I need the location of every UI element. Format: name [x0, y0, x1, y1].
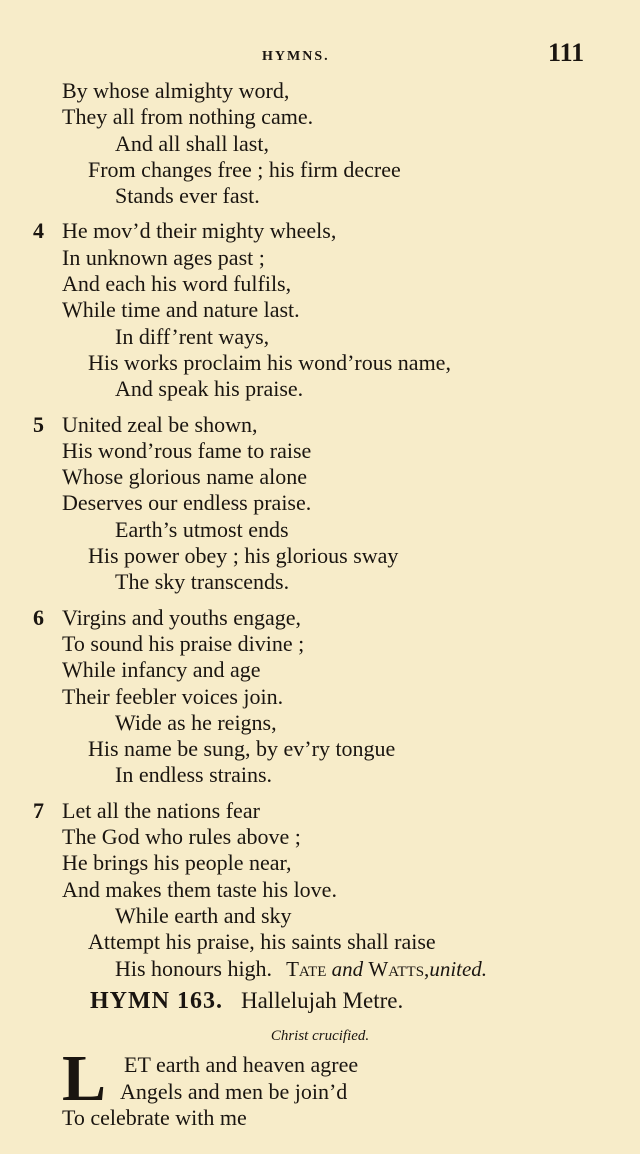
- attribution: [286, 957, 487, 981]
- verse-line: Angels and men be join’d: [120, 1078, 348, 1104]
- verse-text: In diff’rent ways,: [115, 323, 270, 349]
- verse-line: [0, 903, 640, 929]
- hymn-163-heading: [90, 988, 403, 1020]
- verse-text: While time and nature last.: [62, 297, 300, 323]
- page-header: [0, 38, 640, 68]
- verse-line: [0, 104, 640, 130]
- verse-text: Their feebler voices join.: [62, 683, 284, 709]
- verse-text: The sky transcends.: [115, 569, 290, 595]
- verse-line: [0, 218, 640, 244]
- verse-line: [0, 297, 640, 323]
- verse-text: And each his word fulfils,: [62, 271, 292, 297]
- verse-text: By whose almighty word,: [62, 78, 290, 103]
- verse-text: And makes them taste his love.: [62, 876, 337, 902]
- hymn-163-opening: [0, 1052, 640, 1132]
- verse-text: Let all the nations fear: [62, 797, 260, 823]
- attribution-note: united.: [429, 956, 488, 981]
- verse-line: [0, 78, 640, 104]
- verse-text: His works proclaim his wond’rous name,: [88, 349, 451, 375]
- stanza-5: [0, 412, 640, 596]
- verse-text: Virgins and youths engage,: [62, 604, 302, 630]
- stanza-6: [0, 605, 640, 789]
- verse-text: His honours high.: [115, 955, 273, 981]
- verse-text: His power obey ; his glorious sway: [88, 543, 399, 569]
- verse-line: [0, 762, 640, 788]
- stanza-7: [0, 798, 640, 982]
- verse-text: United zeal be shown,: [62, 411, 258, 437]
- stanza-continued: [0, 78, 640, 209]
- verse-line: [0, 929, 640, 955]
- verse-text: In unknown ages past ;: [62, 244, 265, 270]
- verse-line: [0, 631, 640, 657]
- running-head: HYMNS.: [262, 49, 330, 64]
- stanza-4: [0, 218, 640, 402]
- verse-line: [0, 131, 640, 157]
- verse-line: [0, 543, 640, 569]
- verse-text: They all from nothing came.: [62, 104, 314, 130]
- verse-text: His wond’rous fame to raise: [62, 437, 312, 463]
- stanza-number: 5: [33, 411, 44, 437]
- verse-text: Wide as he reigns,: [115, 709, 277, 735]
- stanza-number: 7: [33, 797, 44, 823]
- verse-line: [0, 956, 640, 982]
- verse-line: [0, 798, 640, 824]
- verse-line: [0, 438, 640, 464]
- verse-text: He mov’d their mighty wheels,: [62, 218, 337, 244]
- verse-line: [0, 657, 640, 683]
- hymn-subject: Christ crucified.: [270, 1028, 370, 1044]
- drop-cap: L: [62, 1042, 107, 1115]
- verse-line: [0, 710, 640, 736]
- author-watts: Watts,: [368, 956, 430, 981]
- verse-text: And all shall last,: [115, 130, 269, 156]
- verse-text: His name be sung, by ev’ry tongue: [88, 736, 396, 762]
- verse-line: [0, 464, 640, 490]
- verse-line: [0, 850, 640, 876]
- verse-line: ET earth and heaven agree: [124, 1052, 359, 1077]
- verse-line: [0, 183, 640, 209]
- verse-text: To sound his praise divine ;: [62, 630, 305, 656]
- verse-line: [0, 877, 640, 903]
- verse-text: Deserves our endless praise.: [62, 490, 312, 516]
- verse-line: [0, 490, 640, 516]
- verse-text: In endless strains.: [115, 762, 273, 788]
- author-tate: Tate: [286, 956, 327, 981]
- verse-line: [0, 569, 640, 595]
- verse-line: [0, 684, 640, 710]
- verse-text: The God who rules above ;: [62, 824, 301, 850]
- verse-text: Attempt his praise, his saints shall raise: [88, 929, 436, 955]
- verse-text: While earth and sky: [115, 902, 292, 928]
- verse-line: [0, 245, 640, 271]
- verse-text: Stands ever fast.: [115, 183, 260, 209]
- attribution-and: and: [331, 956, 364, 981]
- verse-text: Earth’s utmost ends: [115, 516, 289, 542]
- verse-line: [0, 271, 640, 297]
- verse-line: To celebrate with me: [62, 1105, 247, 1130]
- page-number: 111: [548, 38, 585, 67]
- verse-line: [0, 324, 640, 350]
- verse-text: He brings his people near,: [62, 850, 292, 876]
- verse-text: And speak his praise.: [115, 376, 304, 402]
- stanza-list: [0, 218, 640, 981]
- verse-text: While infancy and age: [62, 657, 261, 683]
- verse-line: [0, 350, 640, 376]
- verse-line: [0, 157, 640, 183]
- verse-line: [0, 736, 640, 762]
- verse-text: From changes free ; his firm decree: [88, 156, 401, 182]
- verse-line: [0, 376, 640, 402]
- hymn-title: HYMN 163.: [90, 988, 223, 1014]
- verse-text: Whose glorious name alone: [62, 464, 307, 490]
- hymn-metre: Hallelujah Metre.: [240, 988, 404, 1013]
- stanza-number: 4: [33, 218, 44, 244]
- verse-line: [0, 824, 640, 850]
- hymn-162-body: [0, 78, 640, 991]
- verse-line: [0, 605, 640, 631]
- verse-line: [0, 517, 640, 543]
- stanza-number: 6: [33, 604, 44, 630]
- verse-line: [0, 412, 640, 438]
